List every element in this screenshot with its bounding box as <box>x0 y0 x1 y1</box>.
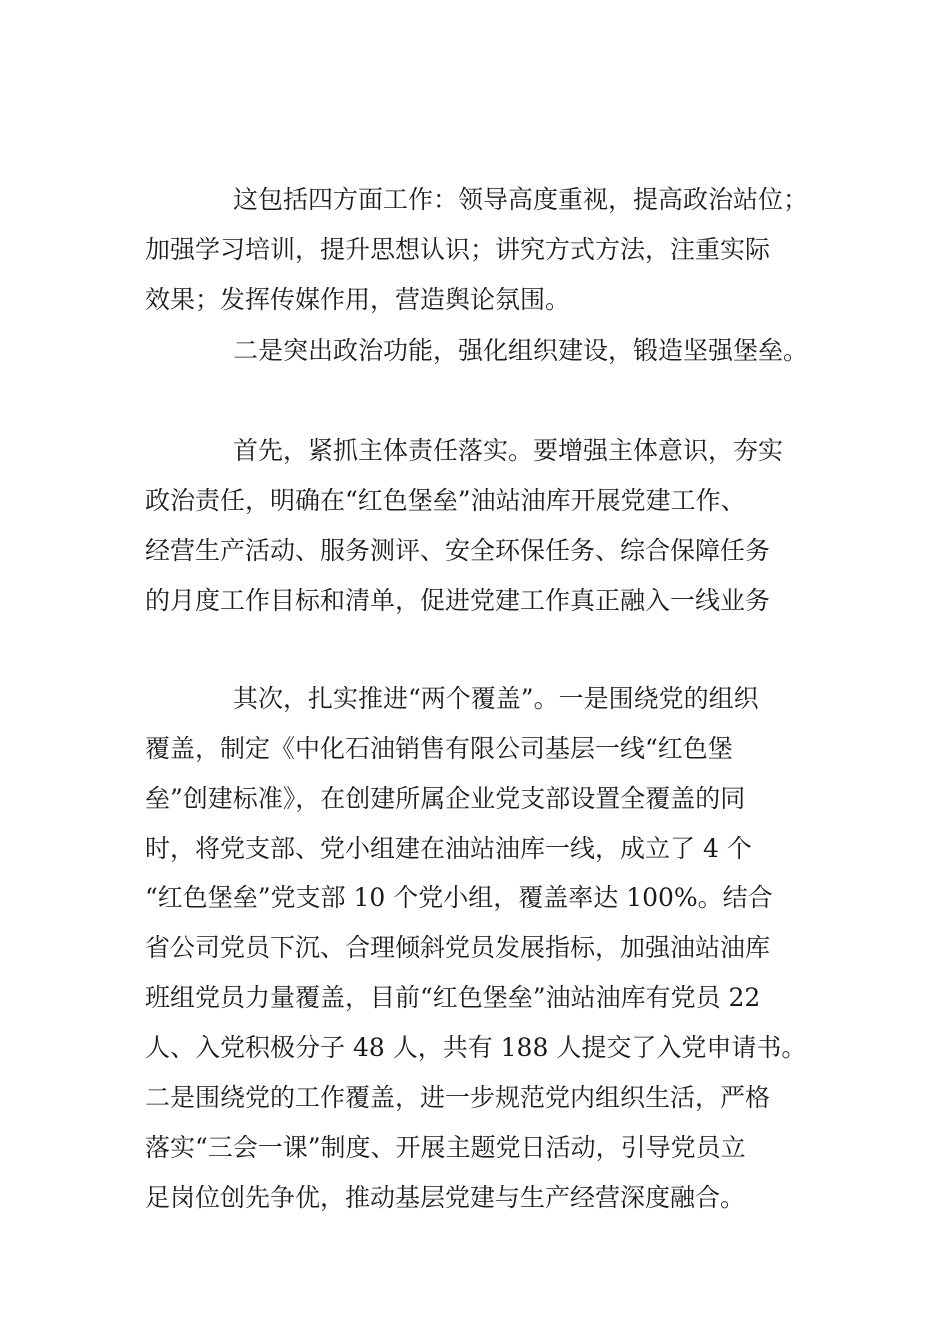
paragraph-4-line-9: 二是围绕党的工作覆盖，进一步规范党内组织生活，严格 <box>145 1083 771 1112</box>
paragraph-3-line-4: 的月度工作目标和清单，促进党建工作真正融入一线业务 <box>145 586 771 615</box>
paragraph-4-line-8: 人、入党积极分子 48 人，共有 188 人提交了入党申请书。 <box>145 1033 807 1062</box>
paragraph-1-line-1: 这包括四方面工作：领导高度重视，提高政治站位； <box>233 185 809 214</box>
paragraph-3-line-1: 首先，紧抓主体责任落实。要增强主体意识，夯实 <box>233 436 784 465</box>
paragraph-4-line-3: 垒”创建标准》，在创建所属企业党支部设置全覆盖的同 <box>145 784 746 813</box>
paragraph-3-line-3: 经营生产活动、服务测评、安全环保任务、综合保障任务 <box>145 536 771 565</box>
paragraph-4-line-2: 覆盖，制定《中化石油销售有限公司基层一线“红色堡 <box>145 734 733 763</box>
paragraph-4-line-7: 班组党员力量覆盖，目前“红色堡垒”油站油库有党员 22 <box>145 983 761 1012</box>
paragraph-1-line-2: 加强学习培训，提升思想认识；讲究方式方法，注重实际 <box>145 235 771 264</box>
paragraph-4-line-4: 时，将党支部、党小组建在油站油库一线，成立了 4 个 <box>145 834 752 863</box>
paragraph-2-line-1: 二是突出政治功能，强化组织建设，锻造坚强堡垒。 <box>233 336 809 365</box>
paragraph-1-line-3: 效果；发挥传媒作用，营造舆论氛围。 <box>145 285 571 314</box>
paragraph-4-line-10: 落实“三会一课”制度、开展主题党日活动，引导党员立 <box>145 1133 746 1162</box>
paragraph-4-line-5: “红色堡垒”党支部 10 个党小组，覆盖率达 100%。结合 <box>145 883 773 912</box>
paragraph-4-line-11: 足岗位创先争优，推动基层党建与生产经营深度融合。 <box>145 1183 746 1212</box>
paragraph-4-line-6: 省公司党员下沉、合理倾斜党员发展指标，加强油站油库 <box>145 933 771 962</box>
paragraph-4-line-1: 其次，扎实推进“两个覆盖”。一是围绕党的组织 <box>233 684 759 713</box>
paragraph-3-line-2: 政治责任，明确在“红色堡垒”油站油库开展党建工作、 <box>145 486 746 515</box>
